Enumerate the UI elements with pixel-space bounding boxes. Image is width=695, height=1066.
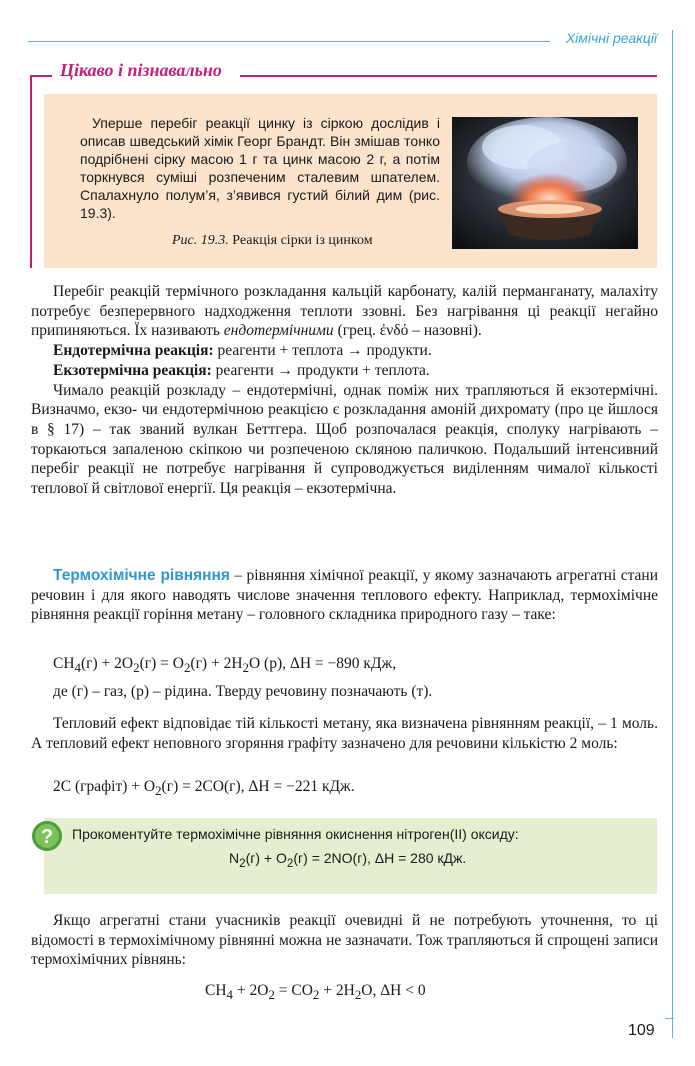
figure-caption-label: Рис. 19.3.: [172, 233, 229, 248]
page-right-rail: [672, 30, 673, 1038]
exo-definition: Екзотермічна реакція: реагенти → продукти + теплота.: [53, 361, 430, 379]
main-text-block-3: [31, 714, 658, 753]
figure-caption: [172, 233, 373, 249]
chapter-title: Хімічні реакції: [565, 30, 657, 46]
svg-text:?: ?: [40, 826, 54, 848]
main-text-block-1: [31, 282, 658, 499]
page-number-rule: [665, 1018, 674, 1019]
paragraph-heat-effect: Тепловий ефект відповідає тій кількості метану, яка визначена рівнянням реакції, – 1 моль. А тепловий ефект неповного згоряння графіту зазначено для речовини кількістю 2 моль:: [31, 715, 658, 752]
box-heading-rule: [240, 75, 657, 77]
main-text-block-4: [31, 911, 658, 970]
paragraph-decomposition: Чимало реакцій розкладу – ендотермічні, однак поміж них трапляються й екзотермічні. Визначмо, екзо- чи ендотермічною реакцією є розкладання амоній дихромату (про це йшлося в § 17) – так званий вулкан Беттгера. Щоб розпочалася реакція, сполуку нагрівають – торкаються запаленою скіпкою чи розпеченою скляною паличкою. Подальший інтенсивний перебіг реакції не потребує нагрівання й супроводжується виділенням чималої кількості теплової й світлової енергії. Ця реакція – екзотермічна.: [31, 381, 658, 498]
paragraph-simplified: Якщо агрегатні стани учасників реакції очевидні й не потребують уточнення, то ці відомості в термохімічному рівнянні можна не зазначати. Тож трапляються й спрощені записи термохімічних рівнянь:: [31, 912, 658, 969]
term-thermochemical-equation: Термохімічне рівняння: [53, 567, 230, 584]
box-heading-rule-left: [30, 75, 52, 77]
main-text-block-2: [31, 566, 658, 625]
page-number: 109: [628, 1022, 655, 1039]
endo-definition: Ендотермічна реакція: реагенти + теплота → продукти.: [53, 342, 432, 360]
box-left-rule: [30, 75, 32, 268]
header-rule: [28, 41, 550, 42]
paragraph-thermo-definition: Термохімічне рівняння – рівняння хімічної реакції, у якому зазначають агрегатні стани речовин і для якого наводять числове значення теплового ефекту. Наприклад, термохімічне рівняння реакції горіння метану – головного складника природного газу – таке:: [31, 567, 659, 624]
paragraph-endothermic: Перебіг реакцій термічного розкладання кальцій карбонату, калій перманганату, малахіту потребує безперервного надходження теплоти ззовні. Без нагрівання ці реакції негайно припиняються. Їх називають ендотермічними (грец. ἐνδό – назовні).: [31, 283, 658, 340]
zinc-sulfur-reaction-photo: [452, 117, 638, 249]
question-mark-icon: [31, 820, 63, 852]
state-legend: де (г) – газ, (р) – рідина. Тверду речовину позначають (т).: [53, 683, 433, 700]
equation-graphite: 2C (графіт) + $O_2(г) = 2CO(г)$, ΔH = −221 кДж.: [53, 778, 355, 799]
figure-caption-text: Реакція сірки із цинком: [232, 233, 373, 248]
interest-box-text: Уперше перебіг реакції цинку із сіркою дослідив і описав шведський хімік Георг Брандт. Він змішав тонко подрібнені сірку масою 1 г та цинк масою 2 г, а потім торкнувся суміші розпеченим сталевим шпателем. Спалахнуло полум’я, з’явився густий білий дим (рис. 19.3).: [80, 115, 440, 221]
question-equation: $N_2(г) + O_2(г) = 2NO(г)$, ΔH = 280 кДж.: [229, 850, 467, 870]
equation-simplified: $CH_4 + 2O_2 = CO_2 + 2H_2O$, ΔH < 0: [205, 982, 426, 1003]
question-text: Прокоментуйте термохімічне рівняння окиснення нітроген(ІІ) оксиду:: [72, 826, 519, 842]
equation-methane: $CH_4(г) + 2O_2(г) = O_2(г) + 2H_2O$ (р), ΔH = −890 кДж,: [53, 655, 397, 676]
term-endothermic: ендотермічними: [223, 322, 334, 340]
interest-box-heading: Цікаво і пізнавально: [60, 60, 222, 80]
